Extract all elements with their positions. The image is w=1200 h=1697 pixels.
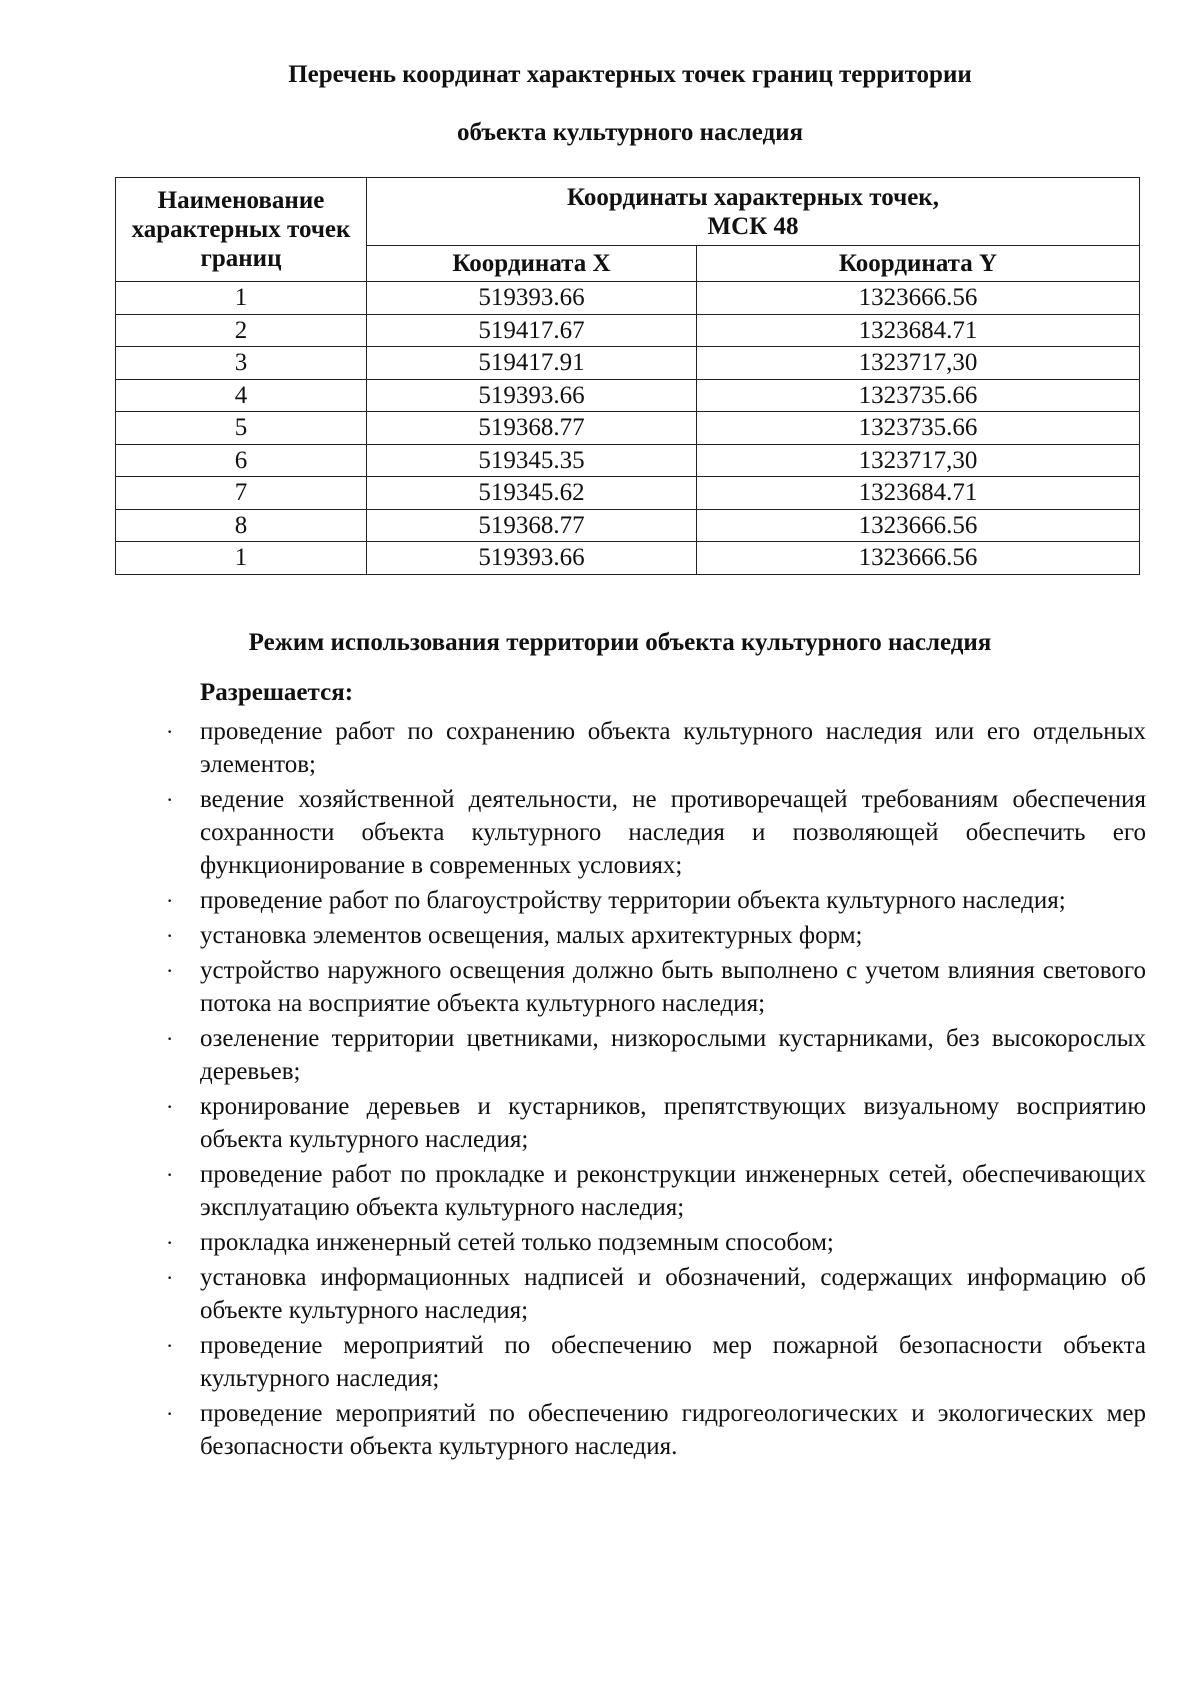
coordinate-y-cell: 1323666.56 [697, 282, 1140, 315]
allowed-activities-list [160, 715, 1146, 1465]
table-row [116, 444, 1140, 477]
point-number-cell: 7 [116, 477, 367, 510]
coordinate-x-cell: 519417.91 [367, 347, 697, 380]
coordinate-y-cell: 1323666.56 [697, 542, 1140, 575]
bullet-icon: · [166, 1230, 174, 1255]
list-item-text: проведение мероприятий по обеспечению гидрогеологических и экологических мер безопасности объекта культурного наследия. [200, 1400, 1146, 1460]
list-item-text: кронирование деревьев и кустарников, препятствующих визуальному восприятию объекта культурного наследия; [200, 1093, 1146, 1153]
coordinate-x-cell: 519368.77 [367, 412, 697, 445]
table-row [116, 542, 1140, 575]
list-item [160, 954, 1146, 1020]
table-row [116, 347, 1140, 380]
table-row [116, 412, 1140, 445]
list-item-text: проведение работ по благоустройству территории объекта культурного наследия; [200, 887, 1066, 914]
coordinate-y-cell: 1323666.56 [697, 509, 1140, 542]
bullet-icon: · [166, 1026, 174, 1051]
list-item [160, 1261, 1146, 1327]
bullet-icon: · [166, 958, 174, 983]
coordinate-y-cell: 1323735.66 [697, 379, 1140, 412]
list-item-text: установка информационных надписей и обозначений, содержащих информацию об объекте культурного наследия; [200, 1264, 1146, 1324]
document-title-line-1: Перечень координат характерных точек границ территории [288, 61, 972, 88]
point-number-cell: 1 [116, 282, 367, 315]
table-row [116, 379, 1140, 412]
coordinate-x-cell: 519345.62 [367, 477, 697, 510]
list-item [160, 1158, 1146, 1224]
point-number-cell: 8 [116, 509, 367, 542]
coordinate-y-cell: 1323717,30 [697, 444, 1140, 477]
bullet-icon: · [166, 923, 174, 948]
coordinates-table-body [116, 282, 1140, 575]
point-number-cell: 3 [116, 347, 367, 380]
bullet-icon: · [166, 1401, 174, 1426]
list-item-text: устройство наружного освещения должно быть выполнено с учетом влияния светового потока на восприятие объекта культурного наследия; [200, 957, 1146, 1017]
table-row [116, 314, 1140, 347]
table-row [116, 477, 1140, 510]
coordinates-table [115, 177, 1140, 575]
coordinate-x-cell: 519368.77 [367, 509, 697, 542]
document-title-line-2: объекта культурного наследия [456, 119, 804, 146]
coordinate-y-cell: 1323684.71 [697, 314, 1140, 347]
header-coordinates-label: Координаты характерных точек, [567, 183, 939, 211]
coordinate-y-cell: 1323717,30 [697, 347, 1140, 380]
bullet-icon: · [166, 1094, 174, 1119]
list-item [160, 1090, 1146, 1156]
coordinate-y-cell: 1323684.71 [697, 477, 1140, 510]
list-item-text: проведение работ по сохранению объекта культурного наследия или его отдельных элементов; [200, 718, 1146, 778]
list-item [160, 919, 1146, 952]
list-item [160, 715, 1146, 781]
regime-title: Режим использования территории объекта культурного наследия [248, 629, 992, 656]
table-row [116, 509, 1140, 542]
list-item [160, 884, 1146, 917]
list-item-text: ведение хозяйственной деятельности, не противоречащей требованиям обеспечения сохранности объекта культурного наследия и позволяющей обеспечить его функционирование в современных условиях; [200, 786, 1146, 879]
point-number-cell: 2 [116, 314, 367, 347]
list-item-text: проведение работ по прокладке и реконструкции инженерных сетей, обеспечивающих эксплуатацию объекта культурного наследия; [200, 1161, 1146, 1221]
list-item-text: проведение мероприятий по обеспечению мер пожарной безопасности объекта культурного наследия; [200, 1332, 1146, 1392]
list-item-text: прокладка инженерный сетей только подземным способом; [200, 1229, 834, 1256]
bullet-icon: · [166, 1333, 174, 1358]
list-item [160, 783, 1146, 882]
coordinate-x-cell: 519417.67 [367, 314, 697, 347]
coordinate-x-cell: 519393.66 [367, 542, 697, 575]
bullet-icon: · [166, 787, 174, 812]
bullet-icon: · [166, 719, 174, 744]
bullet-icon: · [166, 1162, 174, 1187]
header-coordinate-y: Координата Y [697, 246, 1140, 282]
coordinate-x-cell: 519393.66 [367, 379, 697, 412]
header-coordinate-x: Координата X [367, 246, 697, 282]
list-item [160, 1226, 1146, 1259]
list-item-text: установка элементов освещения, малых архитектурных форм; [200, 922, 863, 949]
bullet-icon: · [166, 1265, 174, 1290]
bullet-icon: · [166, 888, 174, 913]
coordinate-x-cell: 519393.66 [367, 282, 697, 315]
point-number-cell: 1 [116, 542, 367, 575]
list-item [160, 1022, 1146, 1088]
header-point-name: Наименование характерных точек границ [116, 178, 367, 282]
list-item [160, 1397, 1146, 1463]
table-row [116, 282, 1140, 315]
coordinate-y-cell: 1323735.66 [697, 412, 1140, 445]
header-coordinate-system: МСК 48 [707, 212, 799, 240]
point-number-cell: 4 [116, 379, 367, 412]
coordinate-x-cell: 519345.35 [367, 444, 697, 477]
allowed-label: Разрешается: [200, 679, 354, 706]
point-number-cell: 6 [116, 444, 367, 477]
list-item [160, 1329, 1146, 1395]
list-item-text: озеленение территории цветниками, низкорослыми кустарниками, без высокорослых деревьев; [200, 1025, 1146, 1085]
header-coordinates [367, 178, 1140, 246]
point-number-cell: 5 [116, 412, 367, 445]
